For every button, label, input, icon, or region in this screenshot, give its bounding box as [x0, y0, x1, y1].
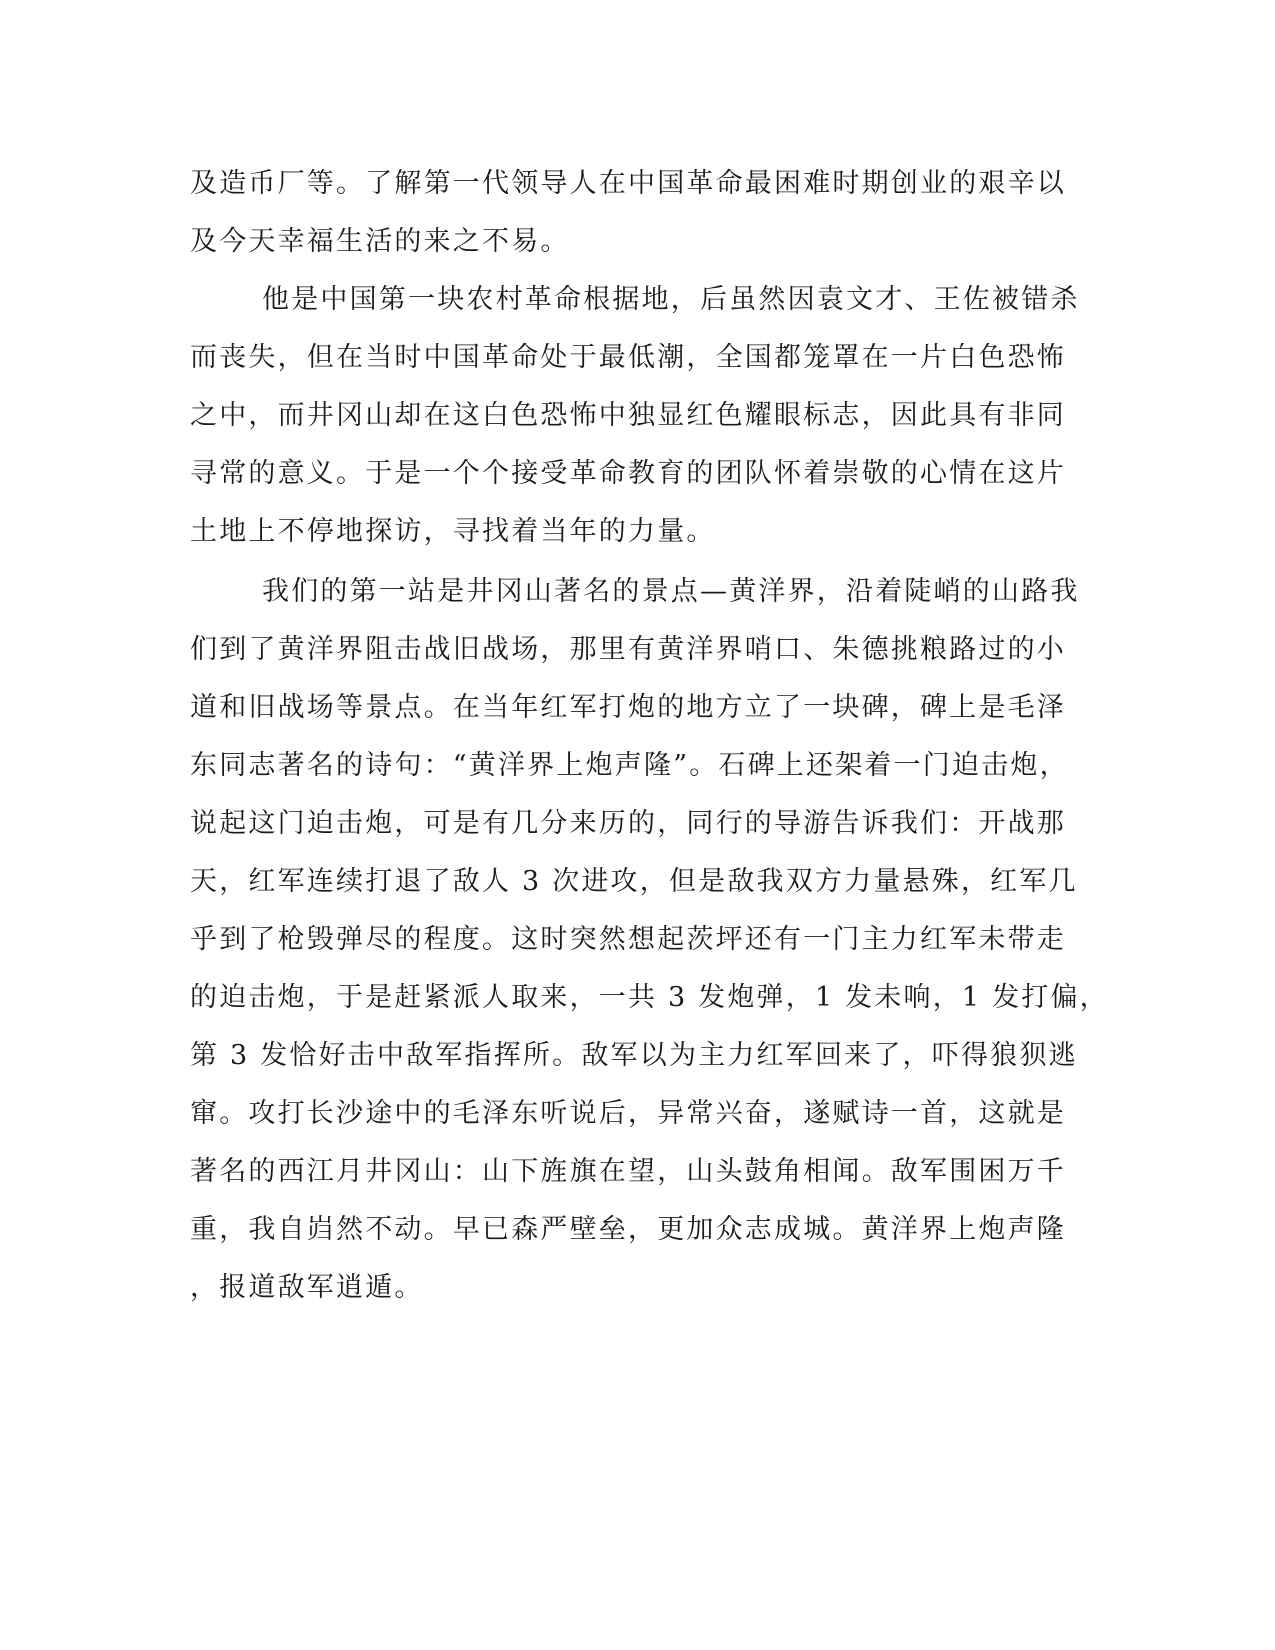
- paragraph-2-line-4: 寻常的意义。于是一个个接受革命教育的团队怀着崇敬的心情在这片: [190, 458, 1066, 489]
- paragraph-3-line-11: 著名的西江月井冈山：山下旌旗在望，山头鼓角相闻。敌军围困万千: [190, 1156, 1066, 1187]
- paragraph-1-line-1: 及造币厂等。了解第一代领导人在中国革命最困难时期创业的艰辛以: [190, 168, 1066, 199]
- paragraph-3-line-7: 乎到了枪毁弹尽的程度。这时突然想起茨坪还有一门主力红军未带走: [190, 924, 1066, 955]
- paragraph-2-line-2: 而丧失，但在当时中国革命处于最低潮，全国都笼罩在一片白色恐怖: [190, 342, 1066, 373]
- paragraph-3-line-3: 道和旧战场等景点。在当年红军打炮的地方立了一块碑，碑上是毛泽: [190, 692, 1066, 723]
- paragraph-3-line-6: 天，红军连续打退了敌人 3 次进攻，但是敌我双方力量悬殊，红军几: [190, 866, 1078, 897]
- paragraph-2-line-3: 之中，而井冈山却在这白色恐怖中独显红色耀眼标志，因此具有非同: [190, 400, 1066, 431]
- paragraph-3-line-5: 说起这门迫击炮，可是有几分来历的，同行的导游告诉我们：开战那: [190, 808, 1066, 839]
- paragraph-3-line-12: 重，我自岿然不动。早已森严壁垒，更加众志成城。黄洋界上炮声隆: [190, 1214, 1066, 1245]
- paragraph-2-line-1: 他是中国第一块农村革命根据地，后虽然因袁文才、王佐被错杀: [262, 284, 1080, 315]
- paragraph-3-line-9: 第 3 发恰好击中敌军指挥所。敌军以为主力红军回来了，吓得狼狈逃: [190, 1040, 1078, 1071]
- paragraph-1-line-2: 及今天幸福生活的来之不易。: [190, 226, 570, 257]
- paragraph-3-line-2: 们到了黄洋界阻击战旧战场，那里有黄洋界哨口、朱德挑粮路过的小: [190, 634, 1066, 665]
- paragraph-3-line-10: 窜。攻打长沙途中的毛泽东听说后，异常兴奋，遂赋诗一首，这就是: [190, 1098, 1066, 1129]
- paragraph-3-line-1: 我们的第一站是井冈山著名的景点—黄洋界，沿着陡峭的山路我: [262, 576, 1080, 607]
- paragraph-2-line-5: 土地上不停地探访，寻找着当年的力量。: [190, 516, 716, 547]
- paragraph-3-line-4: 东同志著名的诗句：“黄洋界上炮声隆”。石碑上还架着一门迫击炮，: [190, 750, 1069, 781]
- paragraph-3-line-8: 的迫击炮，于是赶紧派人取来，一共 3 发炮弹，1 发未响，1 发打偏，: [190, 982, 1109, 1013]
- paragraph-3-line-13: ，报道敌军逍遁。: [190, 1272, 424, 1303]
